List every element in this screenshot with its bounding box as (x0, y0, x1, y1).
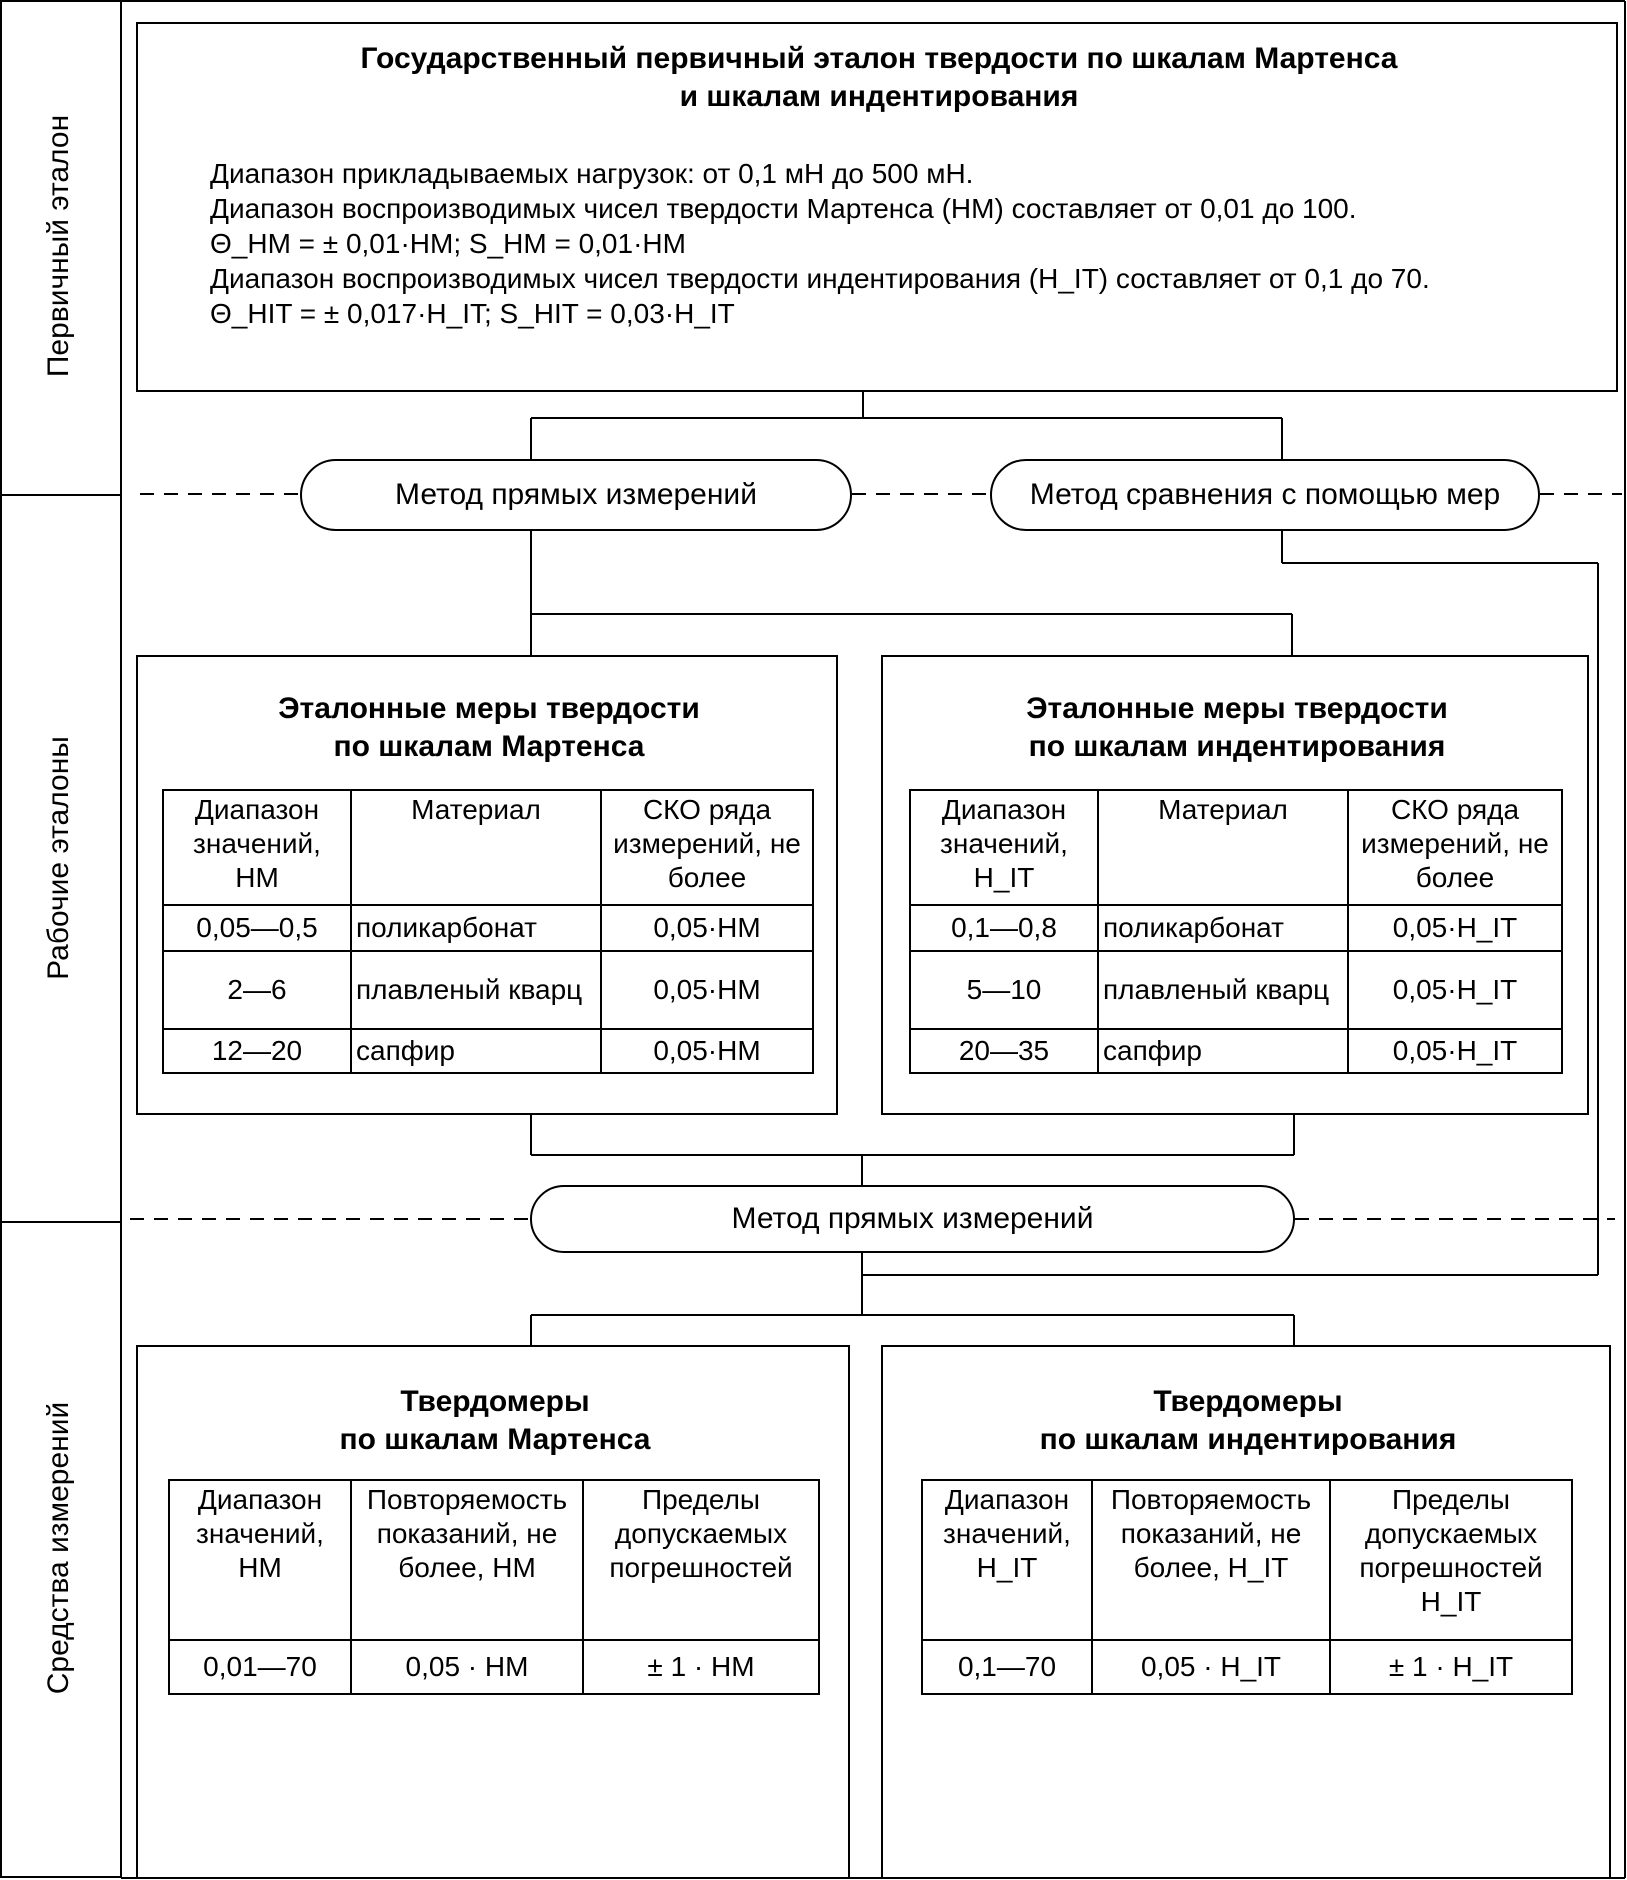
info-line: Диапазон воспроизводимых чисел твердости индентирования (H_IT) составляет от 0,1 до 70. (210, 263, 1430, 294)
table-header: Пределы допускаемых погрешностей (583, 1480, 819, 1640)
table-header: Материал (1098, 790, 1348, 905)
testers-martens-title: Твердомеры (400, 1385, 590, 1418)
info-line: Θ_HM = ± 0,01·HM; S_HM = 0,01·HM (210, 228, 686, 259)
table-header: Диапазон значений, H_IT (922, 1480, 1092, 1640)
measures-martens-box (136, 655, 838, 1115)
testers-indentation-title: Твердомеры (1153, 1385, 1343, 1418)
info-line: Диапазон прикладываемых нагрузок: от 0,1 мН до 500 мН. (210, 158, 974, 189)
table-header: СКО ряда измерений, не более (601, 790, 813, 905)
table-header: Повторяемость показаний, не более, H_IT (1092, 1480, 1330, 1640)
table-cell: 2—6 (163, 951, 351, 1029)
table-cell: 5—10 (910, 951, 1098, 1029)
table-cell: ± 1 · H_IT (1330, 1640, 1572, 1694)
measures-martens-title: по шкалам Мартенса (333, 730, 645, 763)
table-header: Повторяемость показаний, не более, НМ (351, 1480, 583, 1640)
table-cell: поликарбонат (351, 905, 601, 951)
testers-martens-title: по шкалам Мартенса (339, 1423, 651, 1456)
table-cell: сапфир (1098, 1029, 1348, 1073)
table-header: Материал (351, 790, 601, 905)
primary-standard-box (136, 22, 1618, 392)
table-cell: 0,01—70 (169, 1640, 351, 1694)
table-cell: 0,05·НМ (601, 1029, 813, 1073)
testers-martens-box (136, 1345, 850, 1879)
table-cell: 0,05 · НМ (351, 1640, 583, 1694)
measures-martens-table (162, 789, 814, 1074)
table-header: Диапазон значений, H_IT (910, 790, 1098, 905)
table-cell: 0,1—70 (922, 1640, 1092, 1694)
measures-indentation-table (909, 789, 1563, 1074)
side-label-instruments: Средства измерений (42, 1401, 75, 1695)
measures-indentation-title: Эталонные меры твердости (1026, 692, 1448, 725)
table-cell: поликарбонат (1098, 905, 1348, 951)
method-direct-top: Метод прямых измерений (300, 459, 852, 531)
table-cell: 0,05·H_IT (1348, 951, 1562, 1029)
testers-indentation-table (921, 1479, 1573, 1695)
table-cell: плавленый кварц (1098, 951, 1348, 1029)
table-cell: 20—35 (910, 1029, 1098, 1073)
primary-standard-title: и шкалам индентирования (679, 80, 1079, 113)
table-header: Пределы допускаемых погрешностей H_IT (1330, 1480, 1572, 1640)
table-cell: 0,05·НМ (601, 951, 813, 1029)
testers-martens-table (168, 1479, 820, 1695)
table-cell: 0,05 · H_IT (1092, 1640, 1330, 1694)
table-header: Диапазон значений, НМ (169, 1480, 351, 1640)
primary-standard-title: Государственный первичный эталон твердости по шкалам Мартенса (360, 42, 1398, 75)
side-label-primary: Первичный эталон (42, 114, 75, 378)
table-cell: 0,05—0,5 (163, 905, 351, 951)
measures-martens-title: Эталонные меры твердости (278, 692, 700, 725)
method-comparison: Метод сравнения с помощью мер (990, 459, 1540, 531)
info-line: Диапазон воспроизводимых чисел твердости Мартенса (НМ) составляет от 0,01 до 100. (210, 193, 1357, 224)
side-label-working: Рабочие эталоны (42, 736, 75, 980)
table-cell: 0,05·H_IT (1348, 905, 1562, 951)
measures-indentation-box (881, 655, 1589, 1115)
table-cell: плавленый кварц (351, 951, 601, 1029)
testers-indentation-box (881, 1345, 1611, 1879)
measures-indentation-title: по шкалам индентирования (1028, 730, 1446, 763)
table-cell: 0,05·H_IT (1348, 1029, 1562, 1073)
table-cell: сапфир (351, 1029, 601, 1073)
table-cell: 12—20 (163, 1029, 351, 1073)
method-direct-bottom: Метод прямых измерений (530, 1185, 1295, 1253)
testers-indentation-title: по шкалам индентирования (1039, 1423, 1457, 1456)
info-line: Θ_HIT = ± 0,017·H_IT; S_HIT = 0,03·H_IT (210, 298, 735, 329)
table-header: СКО ряда измерений, не более (1348, 790, 1562, 905)
table-cell: ± 1 · НМ (583, 1640, 819, 1694)
table-cell: 0,05·НМ (601, 905, 813, 951)
table-header: Диапазон значений, НМ (163, 790, 351, 905)
table-cell: 0,1—0,8 (910, 905, 1098, 951)
